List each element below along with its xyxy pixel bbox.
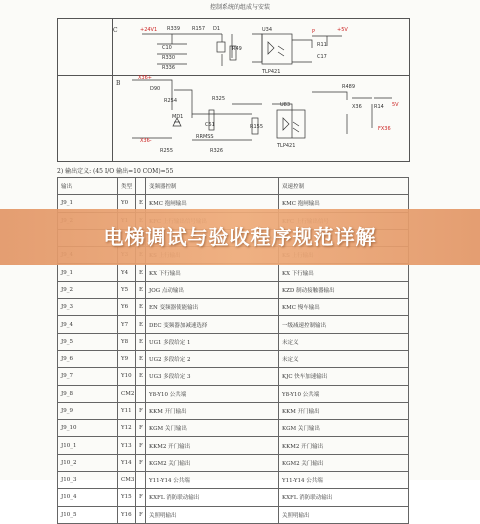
table-row (58, 385, 409, 402)
table-cell: J10_5 (58, 506, 118, 523)
table-cell: Y4 (118, 264, 136, 281)
table-row (58, 333, 409, 350)
table-cell: KGM2 关门输出 (146, 454, 279, 471)
table-cell: E (136, 350, 146, 367)
section-b-label: B (116, 80, 121, 87)
label-u34: U34 (262, 27, 273, 33)
table-cell: KX 下行输出 (146, 264, 279, 281)
label-rrmss: RRMSS (196, 134, 214, 140)
table-row (58, 368, 409, 385)
label-fx36: FX36 (378, 126, 391, 132)
label-24v1: +24V1 (140, 27, 158, 33)
table-cell: J10_4 (58, 489, 118, 506)
label-p: P (312, 29, 316, 35)
label-r325: R325 (212, 96, 226, 102)
label-r339: R339 (167, 26, 181, 32)
table-cell: Y8-Y10 公共端 (279, 385, 409, 402)
table-cell: J10_1 (58, 437, 118, 454)
label-c17: C17 (317, 54, 327, 60)
table-cell: Y7 (118, 316, 136, 333)
label-r255: R255 (160, 148, 174, 154)
table-cell: KMC 抱闸输出 (146, 195, 279, 212)
table-cell: J9_1 (58, 264, 118, 281)
table-cell: Y5 (118, 281, 136, 298)
table-cell: J9_1 (58, 195, 118, 212)
label-c51: C51 (205, 122, 215, 128)
table-row (58, 350, 409, 367)
table-cell: 未定义 (279, 350, 409, 367)
table-cell: F (136, 489, 146, 506)
table-cell: J9_3 (58, 299, 118, 316)
label-md1: MD1 (172, 114, 184, 120)
label-r11: R11 (317, 42, 327, 48)
label-d1: D1 (213, 26, 221, 32)
table-header-row (58, 178, 409, 195)
table-cell: EN 变频器使能输出 (146, 299, 279, 316)
label-x36-minus: X36- (140, 138, 152, 144)
table-cell: J9_6 (58, 350, 118, 367)
table-cell: E (136, 195, 146, 212)
table-cell: KKM 开门输出 (146, 402, 279, 419)
table-cell: KKM 开门输出 (279, 402, 409, 419)
table-cell: Y16 (118, 506, 136, 523)
table-cell: J9_2 (58, 281, 118, 298)
table-cell: Y8 (118, 333, 136, 350)
label-tlp421-b: TLP421 (277, 143, 296, 149)
label-r14: R14 (374, 104, 384, 110)
table-cell: KGM2 关门输出 (279, 454, 409, 471)
label-r254: R254 (164, 98, 178, 104)
table-cell: KXFL 消防联动输出 (146, 489, 279, 506)
table-cell: 未定义 (279, 333, 409, 350)
header-cell: 变频器控制 (146, 178, 279, 195)
table-cell: E (136, 333, 146, 350)
table-cell: F (136, 402, 146, 419)
label-x36: X36 (352, 104, 362, 110)
table-cell: Y14 (118, 454, 136, 471)
table-cell: F (136, 420, 146, 437)
table-cell: DEC 变频器加减速选择 (146, 316, 279, 333)
table-cell: E (136, 264, 146, 281)
page-caption: 控制系统的组成与安装 (209, 4, 270, 11)
header-cell (136, 178, 146, 195)
table-cell: F (136, 454, 146, 471)
table-cell: E (136, 316, 146, 333)
table-cell: Y8-Y10 公共端 (146, 385, 279, 402)
table-cell: KGM 关门输出 (146, 420, 279, 437)
table-cell: E (136, 299, 146, 316)
title-banner (0, 209, 480, 265)
label-u83: U83 (280, 102, 291, 108)
label-r157: R157 (192, 26, 206, 32)
label-r330: R330 (162, 55, 176, 61)
table-cell: UG2 多段给定 2 (146, 350, 279, 367)
table-cell: E (136, 281, 146, 298)
table-cell: J9_4 (58, 316, 118, 333)
table-row (58, 316, 409, 333)
table-cell (136, 472, 146, 489)
header-cell: 输出 (58, 178, 118, 195)
header-cell: 类型 (118, 178, 136, 195)
table-cell: Y6 (118, 299, 136, 316)
table-cell: J9_7 (58, 368, 118, 385)
table-cell: KX 下行输出 (279, 264, 409, 281)
table-cell: Y13 (118, 437, 136, 454)
table-cell: KGM 关门输出 (279, 420, 409, 437)
output-definition-line: 2) 输出定义: (45 I/O 输出=10 COM)=55 (57, 168, 174, 175)
table-row (58, 420, 409, 437)
table-cell: Y11 (118, 402, 136, 419)
table-cell: Y12 (118, 420, 136, 437)
table-row (58, 264, 409, 281)
table-cell: J9_9 (58, 402, 118, 419)
table-cell: J9_5 (58, 333, 118, 350)
label-r49: R49 (232, 46, 242, 52)
table-cell: 关照明输出 (146, 506, 279, 523)
table-cell: CM2 (118, 385, 136, 402)
table-cell: KXFL 消防联动输出 (279, 489, 409, 506)
label-r155: R155 (250, 124, 264, 130)
table-cell: 关照明输出 (279, 506, 409, 523)
table-cell: Y9 (118, 350, 136, 367)
table-cell: KMC 慢车输出 (279, 299, 409, 316)
table-cell: KZD 制动接触器输出 (279, 281, 409, 298)
label-r336: R336 (162, 65, 176, 71)
label-r489: R489 (342, 84, 356, 90)
table-cell: KMC 抱闸输出 (279, 195, 409, 212)
circuit-schematic (112, 18, 408, 160)
table-cell: KJC 快车加速输出 (279, 368, 409, 385)
table-cell: KKM2 开门输出 (279, 437, 409, 454)
table-cell: J10_3 (58, 472, 118, 489)
table-cell: J10_2 (58, 454, 118, 471)
table-row (58, 299, 409, 316)
table-cell: F (136, 437, 146, 454)
table-row (58, 281, 409, 298)
table-cell: UG3 多段给定 3 (146, 368, 279, 385)
table-row (58, 454, 409, 471)
table-row (58, 437, 409, 454)
table-cell: Y11-Y14 公共端 (279, 472, 409, 489)
label-tlp421-c: TLP421 (262, 69, 281, 75)
table-cell: F (136, 506, 146, 523)
table-cell: E (136, 368, 146, 385)
table-cell: Y0 (118, 195, 136, 212)
table-cell: 一级减速控制输出 (279, 316, 409, 333)
label-5v-b: 5V (392, 102, 399, 108)
table-cell: JOG 点动输出 (146, 281, 279, 298)
table-row (58, 472, 409, 489)
table-cell: CM3 (118, 472, 136, 489)
label-5v: +5V (337, 27, 348, 33)
label-x36-plus: X36+ (138, 75, 152, 81)
table-cell: J9_10 (58, 420, 118, 437)
table-cell: Y15 (118, 489, 136, 506)
header-cell: 双速控制 (279, 178, 409, 195)
table-cell: Y10 (118, 368, 136, 385)
label-r326: R326 (210, 148, 224, 154)
label-d90: D90 (150, 86, 161, 92)
banner-title: 电梯调试与验收程序规范详解 (103, 225, 377, 249)
table-row (58, 506, 409, 523)
table-cell: KKM2 开门输出 (146, 437, 279, 454)
table-row (58, 489, 409, 506)
table-row (58, 402, 409, 419)
table-cell (136, 385, 146, 402)
table-cell: J9_8 (58, 385, 118, 402)
label-c10: C10 (162, 45, 172, 51)
section-c-label: C (113, 27, 118, 34)
table-cell: UG1 多段给定 1 (146, 333, 279, 350)
table-cell: Y11-Y14 公共端 (146, 472, 279, 489)
